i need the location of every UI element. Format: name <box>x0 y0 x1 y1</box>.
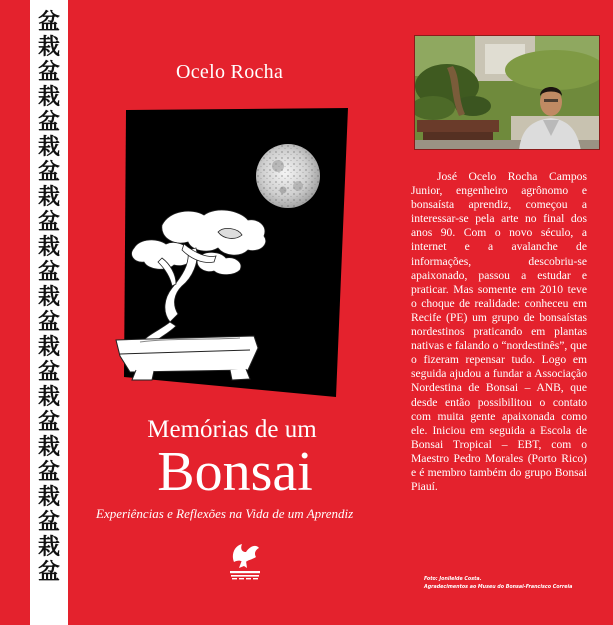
spine-glyph: 盆 <box>37 360 60 385</box>
spine-glyph: 盆 <box>37 460 60 485</box>
spine-glyph: 栽 <box>37 485 60 510</box>
spine-glyph: 盆 <box>37 10 60 35</box>
spine-glyph: 栽 <box>37 135 60 160</box>
spine-strip <box>30 0 68 625</box>
subtitle: Experiências e Reflexões na Vida de um Aprendiz <box>96 506 354 521</box>
spine-glyph: 盆 <box>37 260 60 285</box>
bonsai-moon-illustration <box>100 108 362 398</box>
author-name: Ocelo Rocha <box>176 61 284 83</box>
spine-glyph: 栽 <box>37 85 60 110</box>
spine-glyph: 栽 <box>37 335 60 360</box>
spine-glyph: 盆 <box>37 410 60 435</box>
spine-glyph: 栽 <box>37 535 60 560</box>
spine-glyph: 栽 <box>37 435 60 460</box>
spine-glyph: 盆 <box>37 210 60 235</box>
acknowledgement: Agradecimentos ao Museu do Bonsai-Francisco Correia <box>424 585 573 590</box>
title-line-1: Memórias de um <box>147 416 317 443</box>
publisher-logo <box>228 540 262 582</box>
spine-glyph: 栽 <box>37 385 60 410</box>
spine-glyph: 盆 <box>37 110 60 135</box>
spine-glyph: 盆 <box>37 510 60 535</box>
photo-credit: Foto: Jonilelde Costa. <box>424 577 482 582</box>
spine-glyph: 栽 <box>37 285 60 310</box>
author-photo <box>414 35 600 150</box>
spine-glyph: 栽 <box>37 185 60 210</box>
spine-glyph: 盆 <box>37 560 60 585</box>
spine-glyph: 栽 <box>37 235 60 260</box>
spine-glyph: 栽 <box>37 35 60 60</box>
spine-glyph: 盆 <box>37 60 60 85</box>
spine-glyph: 盆 <box>37 160 60 185</box>
spine-glyph: 盆 <box>37 310 60 335</box>
title-line-2: Bonsai <box>157 441 313 503</box>
photo-credit-block <box>424 576 604 592</box>
author-bio: José Ocelo Rocha Campos Junior, engenheiro agrônomo e bonsaísta aprendiz, começou a interessar-se pela arte no final dos anos 90. Com o novo século, a internet e a avalanche de informações, descobriu-se apaixonado, passou a estudar e praticar. Mas somente em 2010 teve o choque de realidade: conheceu em Recife (PE) um grupo de bonsaístas nordestinos praticando em plantas nativas e falando o “nordestinês”, que o fizeram repensar tudo. Logo em seguida ajudou a fundar a Associação Nordestina de Bonsai – ANB, que desde então possibilitou o contato com muita gente apaixonada como ele. Iniciou em seguida a Escola de Bonsai Tropical – EBT, com o Maestro Pedro Morales (Porto Rico) e é membro também do grupo Bonsai Piauí. <box>411 170 587 494</box>
